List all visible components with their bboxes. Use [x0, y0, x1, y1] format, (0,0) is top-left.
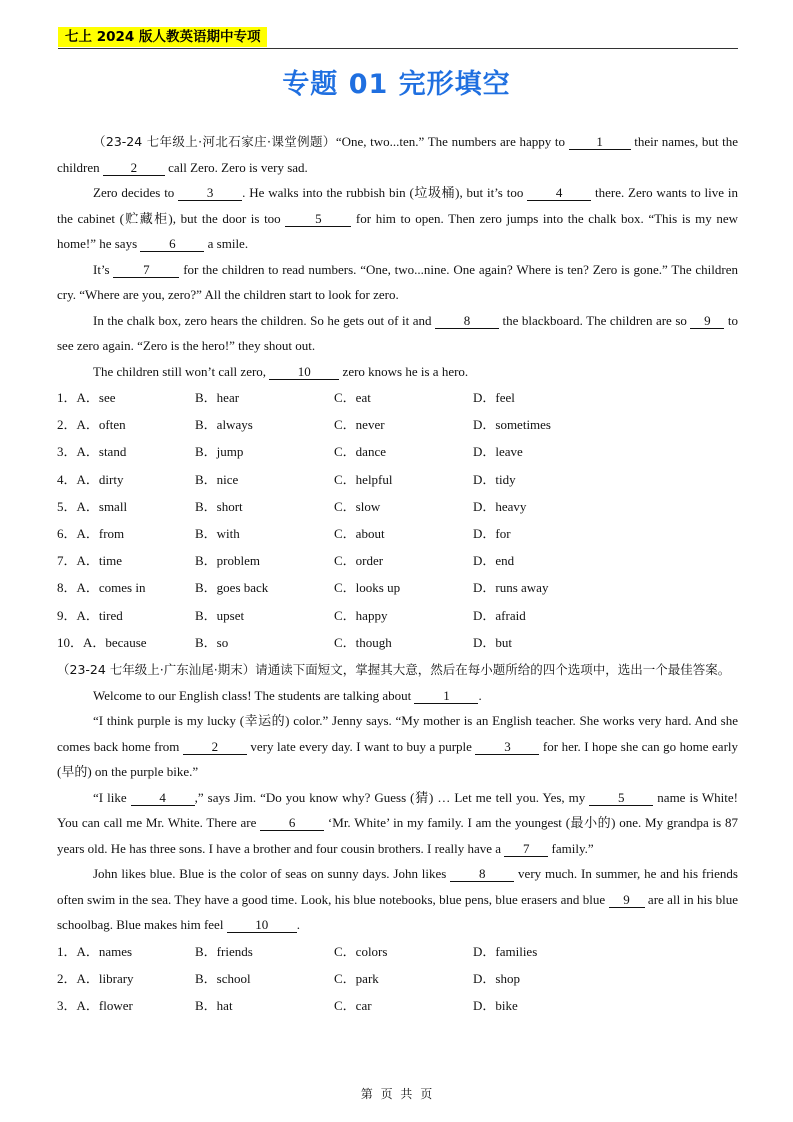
text: to see zero again. “Zero is the hero!” they shout out. [57, 312, 738, 353]
passage1-paragraph-3 [57, 257, 738, 308]
blank-2: 2 [103, 160, 165, 176]
option-c: C．order [334, 553, 384, 569]
option-c: C．park [334, 971, 379, 987]
option-a: 10．A．because [57, 634, 147, 650]
passage1-paragraph-4 [57, 308, 738, 359]
text: call Zero. Zero is very sad. [164, 159, 308, 175]
option-d: D．families [473, 943, 538, 959]
text: Zero decides to [93, 185, 179, 200]
text: “One, two...ten.” The numbers are happy to [335, 134, 569, 149]
option-d: D．afraid [473, 607, 526, 623]
blank-7: 7 [113, 262, 179, 278]
page-title: 专题 01 完形填空 [282, 69, 511, 100]
option-c: C．slow [334, 498, 381, 514]
text: very late every day. I want to buy a purple [246, 738, 476, 754]
option-b: B．jump [195, 444, 244, 460]
text: . [296, 917, 300, 933]
option-b: B．hat [195, 998, 233, 1014]
option-b: B．so [195, 634, 229, 650]
option-row [57, 992, 738, 1019]
blank-7: 7 [504, 841, 548, 857]
blank-5: 5 [285, 211, 351, 227]
text: their names, but the children [57, 134, 739, 175]
text: zero knows he is a hero. [339, 363, 469, 379]
option-row [57, 493, 738, 520]
text: for him to open. Then zero jumps into the chalk box. “This is my new home!” he says [57, 210, 738, 251]
blank-10: 10 [227, 917, 297, 933]
option-c: C．happy [334, 607, 388, 623]
option-a: 2．A．library [57, 971, 134, 987]
option-row [57, 411, 738, 438]
option-b: B．hear [195, 390, 240, 405]
option-d: D．feel [473, 390, 515, 405]
option-a: 3．A．stand [57, 444, 127, 460]
option-row [57, 438, 738, 465]
text: John likes blue. Blue is the color of seas on sunny days. John likes [93, 866, 451, 882]
blank-6: 6 [260, 815, 324, 831]
option-c: C．though [334, 634, 392, 650]
text: there. Zero wants to live in the cabinet (贮藏柜), but the door is too [57, 185, 738, 226]
option-d: D．leave [473, 444, 523, 460]
option-a: 5．A．small [57, 498, 128, 514]
options-list-1 [57, 384, 738, 656]
blank-1: 1 [569, 134, 631, 150]
option-d: D．tidy [473, 471, 516, 487]
blank-10: 10 [269, 364, 339, 380]
option-a: 9．A．tired [57, 607, 123, 623]
text: name is White! You can call me Mr. White. There are [57, 789, 738, 831]
option-c: C．never [334, 417, 385, 433]
option-c: C．car [334, 998, 372, 1014]
blank-6: 6 [140, 236, 204, 252]
blank-4: 4 [131, 790, 195, 806]
text: . [478, 687, 482, 703]
option-b: B．with [195, 525, 240, 541]
option-c: C．about [334, 525, 385, 541]
option-a: 1．A．see [57, 390, 116, 405]
option-row [57, 574, 738, 601]
option-row [57, 938, 738, 965]
option-d: D．for [473, 525, 511, 541]
text: a smile. [204, 236, 249, 251]
blank-8: 8 [435, 313, 499, 329]
option-d: D．bike [473, 998, 518, 1014]
passage1-paragraph-2 [57, 180, 738, 257]
text: for her. I hope she can go home early (早的) on the purple bike.” [57, 738, 739, 780]
option-a: 2．A．often [57, 417, 126, 433]
header-divider [58, 48, 738, 49]
document-body [57, 129, 738, 1019]
option-a: 3．A．flower [57, 998, 133, 1014]
option-row [57, 466, 738, 493]
passage2-paragraph-1 [57, 683, 738, 709]
blank-2: 2 [183, 739, 247, 755]
passage1-paragraph-5 [57, 359, 738, 385]
option-d: D．end [473, 553, 515, 569]
option-d: D．but [473, 634, 513, 650]
option-a: 8．A．comes in [57, 580, 146, 596]
option-row [57, 547, 738, 574]
option-b: B．nice [195, 471, 239, 487]
option-c: C．eat [334, 390, 371, 405]
option-d: D．shop [473, 971, 520, 987]
blank-4: 4 [527, 185, 591, 201]
text: very much. In summer, he and his friends often swim in the sea. They have a good time. Look, his blue notebooks, blue pens, blue erasers and blue [57, 866, 738, 907]
option-b: B．goes back [195, 580, 269, 596]
blank-5: 5 [589, 790, 653, 806]
option-b: B．short [195, 498, 243, 514]
passage2-paragraph-2 [57, 708, 738, 785]
option-c: C．dance [334, 444, 386, 460]
text: . He walks into the rubbish bin (垃圾桶), but it’s too [242, 185, 528, 200]
blank-3: 3 [178, 185, 242, 201]
blank-9: 9 [690, 313, 724, 329]
text: the blackboard. The children are so [499, 312, 691, 328]
option-b: B．problem [195, 553, 260, 569]
blank-9: 9 [609, 892, 645, 908]
option-row [57, 384, 738, 411]
option-d: D．sometimes [473, 417, 551, 433]
option-a: 7．A．time [57, 553, 122, 569]
passage1-source: （23-24 七年级上·河北石家庄·课堂例题） [93, 134, 336, 149]
option-a: 1．A．names [57, 943, 133, 959]
option-d: D．heavy [473, 498, 527, 514]
text: family.” [548, 840, 594, 856]
option-b: B．friends [195, 943, 253, 959]
option-row [57, 629, 738, 656]
option-row [57, 602, 738, 629]
page-footer: 第 页 共 页 [360, 1087, 433, 1101]
text: are all in his blue schoolbag. Blue makes him feel [57, 891, 738, 933]
passage2-paragraph-3 [57, 785, 738, 862]
text: It’s [93, 261, 114, 277]
text: ‘Mr. White’ in my family. I am the youngest (最小的) one. My grandpa is 87 years old. He has three sons. I have a brother and four cousin brothers. I really have a [57, 815, 738, 856]
text: “I like [93, 789, 131, 805]
option-c: C．helpful [334, 471, 393, 487]
option-b: B．upset [195, 607, 245, 623]
option-b: B．school [195, 971, 251, 987]
passage2-intro: （23-24 七年级上·广东汕尾·期末）请通读下面短文，掌握其大意，然后在每小题所给的四个选项中，选出一个最佳答案。 [57, 661, 731, 677]
options-list-2 [57, 938, 738, 1020]
passage1-paragraph-1 [57, 129, 738, 180]
text: ,” says Jim. “Do you know why? Guess (猜) … Let me tell you. Yes, my [194, 789, 590, 805]
option-row [57, 965, 738, 992]
text: Welcome to our English class! The students are talking about [93, 687, 415, 703]
option-c: C．looks up [334, 580, 401, 596]
text: In the chalk box, zero hears the children. So he gets out of it and [93, 312, 435, 328]
option-row [57, 520, 738, 547]
option-c: C．colors [334, 943, 388, 959]
blank-1: 1 [414, 688, 478, 704]
option-d: D．runs away [473, 580, 549, 596]
option-b: B．always [195, 417, 253, 433]
option-a: 4．A．dirty [57, 471, 124, 487]
option-a: 6．A．from [57, 525, 125, 541]
blank-3: 3 [475, 739, 539, 755]
passage2-paragraph-4 [57, 861, 738, 938]
header-tag: 七上 2024 版人教英语期中专项 [58, 27, 267, 47]
text: “I think purple is my lucky (幸运的) color.” Jenny says. “My mother is an English teacher. She works very hard. And she comes back home from [57, 713, 738, 754]
blank-8: 8 [450, 866, 514, 882]
text: The children still won’t call zero, [93, 363, 270, 379]
text: for the children to read numbers. “One, two...nine. One again? Where is ten? Zero is gone.” The children cry. “Where are you, zero?” All the children start to look for zero. [57, 261, 738, 302]
